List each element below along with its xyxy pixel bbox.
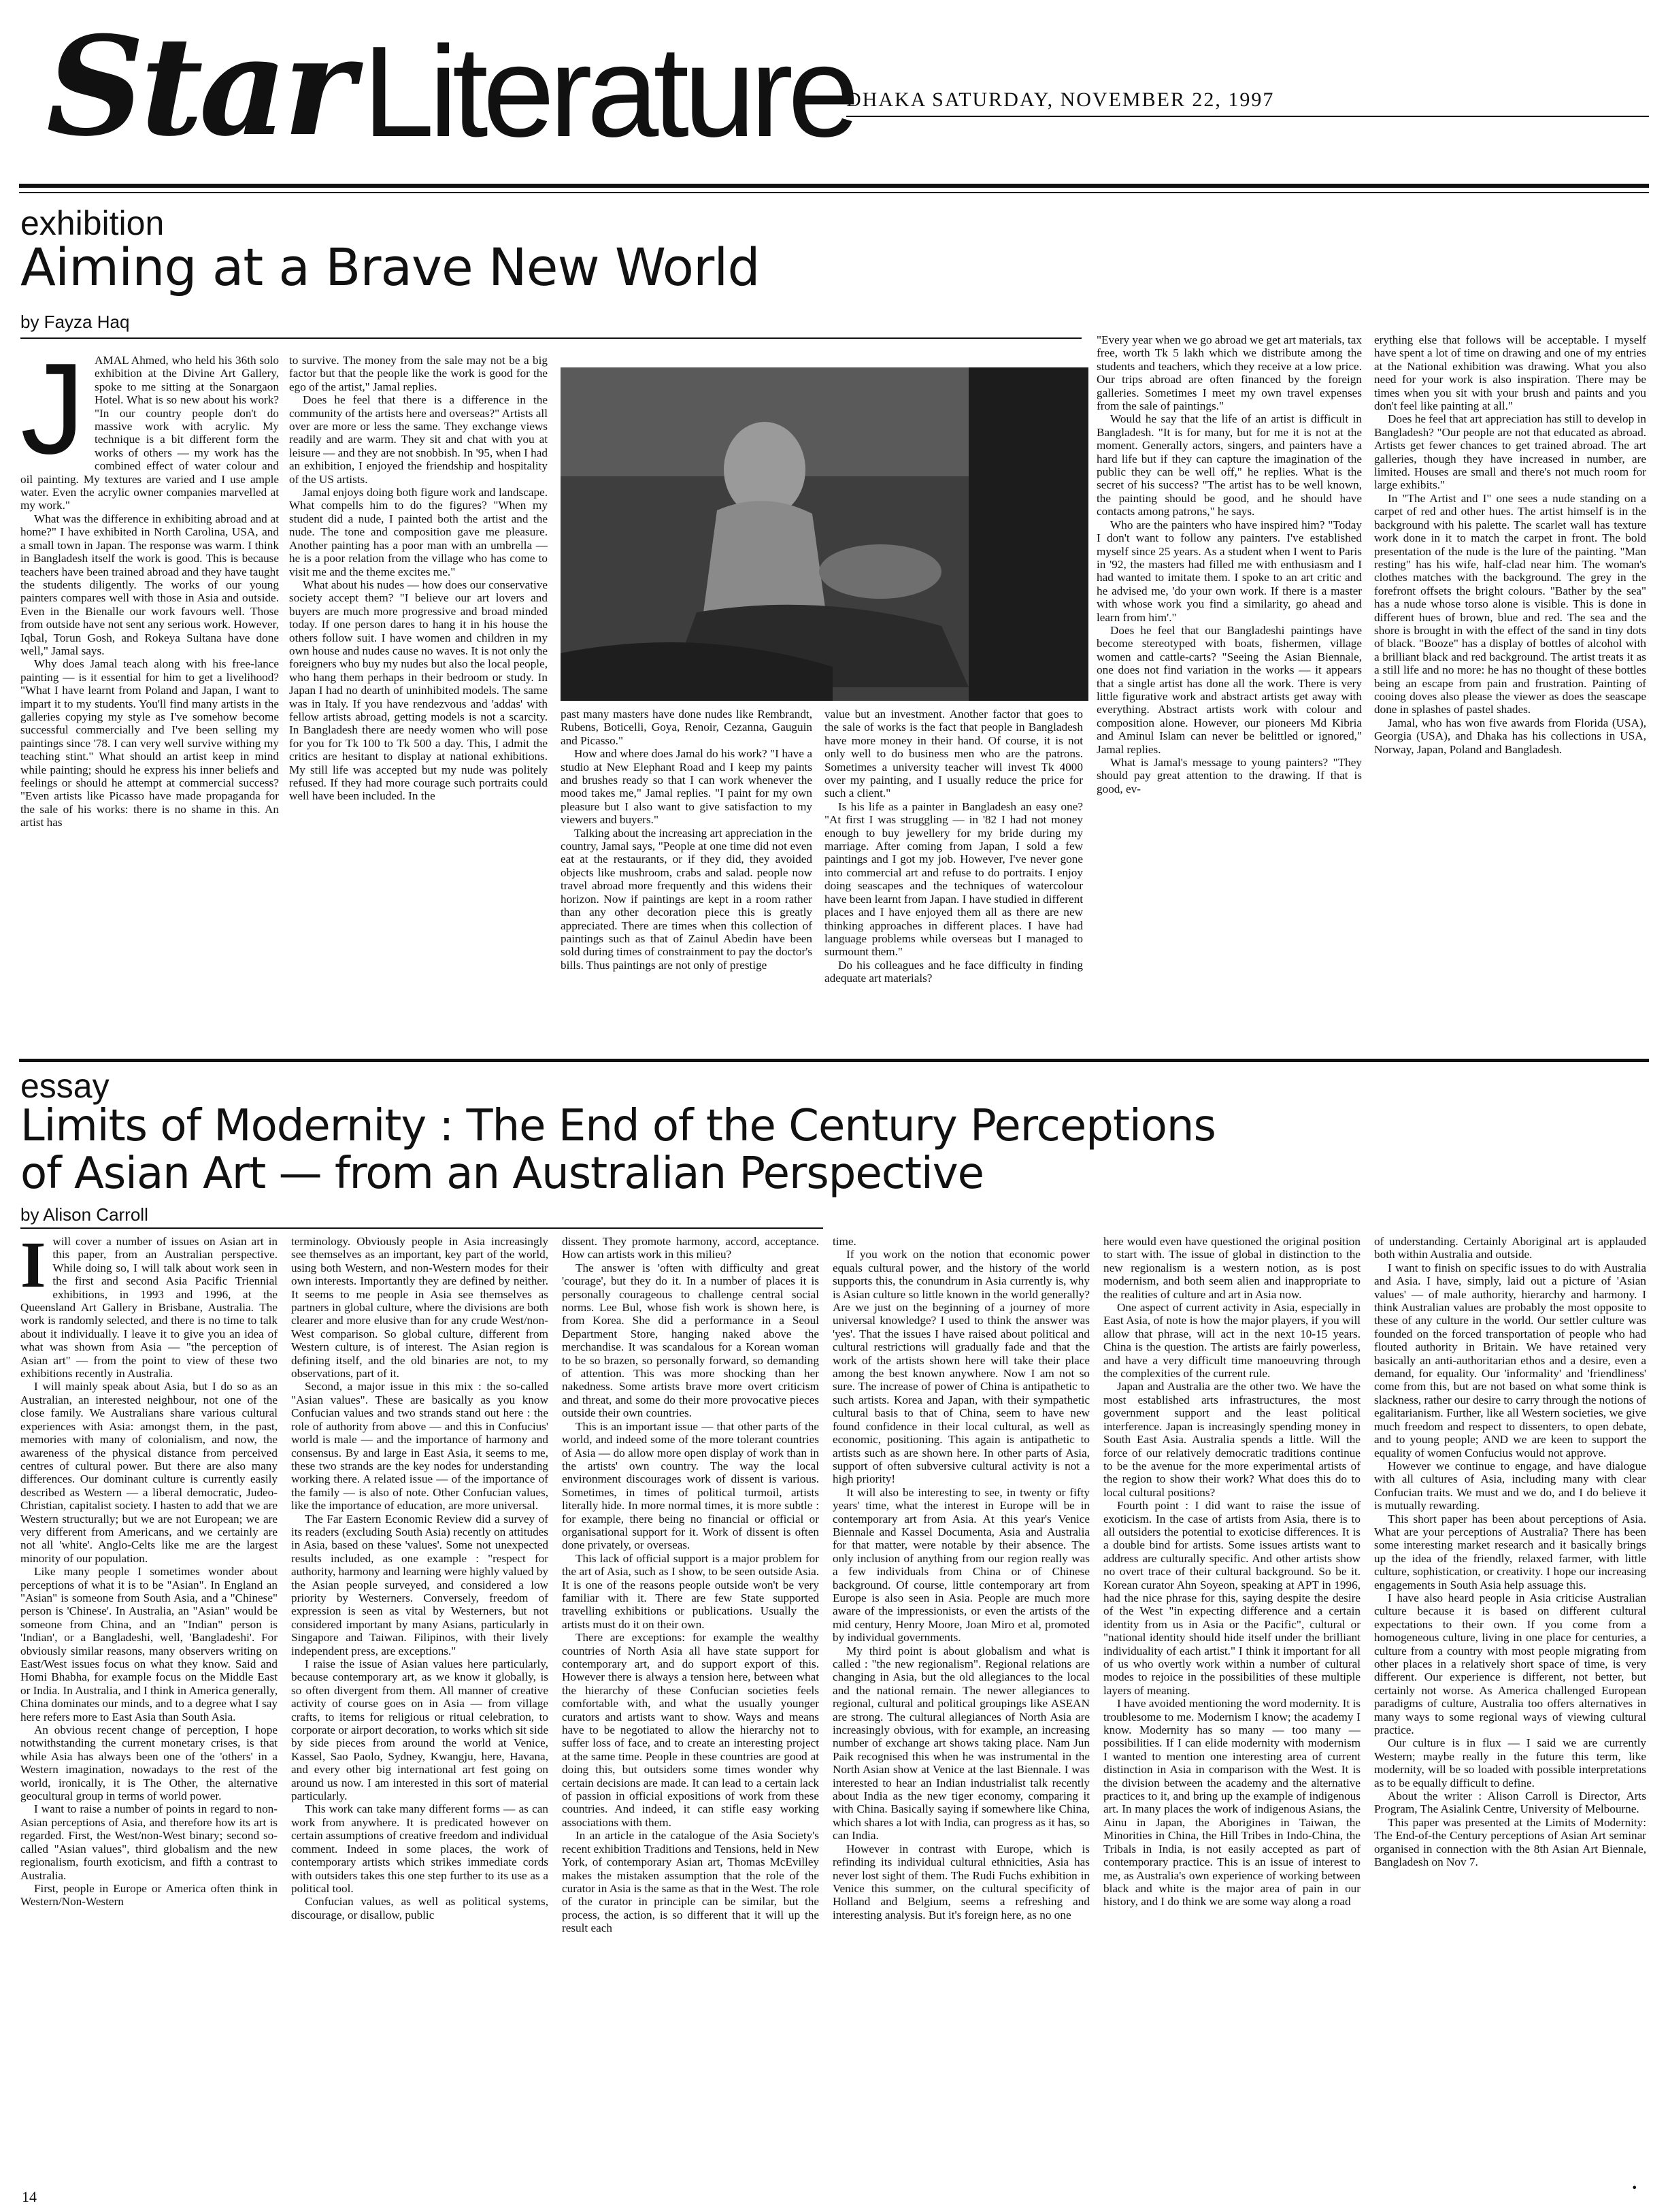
article2-column-1 [20, 1235, 278, 2184]
paragraph: My third point is about globalism and what is called : "the new regionalism". Regional relations are changing in Asia, but the old allegiances to the local and the national remain. The newer allegiances to regional, cultural and political groupings like ASEAN are strong. The cultural allegiances of North Asia are increasingly obvious, with for example, an increasing number of exchange art shows taking place. Nam Jun Paik recognised this when he was instrumental in the North Asian show at Venice at the last Biennale. I was interested to hear an Indian industrialist talk recently about India as the new tiger economy, comparing it with China. Basically saying if somewhere like China, which shares a lot with India, can progress as it has, so can India. [833, 1644, 1090, 1843]
article1-column-1 [20, 354, 279, 1055]
painting-photo [561, 367, 1088, 701]
paragraph: Second, a major issue in this mix : the so-called "Asian values". These are basically as you know Confucian values and two strands stand out here : the role of authority from above — and this in Confucius' world is male — and the importance of harmony and consensus. By and large in East Asia, it seems to me, these two strands are the key nodes for understanding working there. A related issue — of the importance of the family — is also of note. Other Confucian values, like the importance of education, are more universal. [291, 1380, 548, 1513]
paragraph: This paper was presented at the Limits of Modernity: The End-of-the Century perceptions of Asian Art seminar organised in connection with the 8th Asian Art Biennale, Bangladesh on Nov 7. [1374, 1815, 1646, 1869]
paragraph: I have avoided mentioning the word modernity. It is troublesome to me. Modernism I know; the academy I know. Modernity has so many — too many — possibilities. If I can elide modernity with modernism I wanted to mention one interesting area of current distinction in Asia in comparison with the West. It is the division between the academy and the alternative practices to it, and bring up the example of indigenous art. In many places the work of indigenous Asians, the Ainu in Japan, the Aborigines in Taiwan, the Minorities in China, the Hill Tribes in Indo-China, the Tribals in India, is not easily accepted as part of contemporary practice. This is an issue of interest to me, as Australia's own experience of working between black and white is the major area of pain in our history, and I do think we are some way along a road [1103, 1697, 1361, 1909]
article2-column-5 [1103, 1235, 1361, 2184]
paragraph: This lack of official support is a major problem for the art of Asia, such as I show, to be seen outside Asia. It is one of the reasons people outside won't be very familiar with it. There are few State supported travelling exhibitions or publications. Usually the artists must do it on their own. [562, 1551, 819, 1631]
paragraph: About the writer : Alison Carroll is Director, Arts Program, The Asialink Centre, University of Melbourne. [1374, 1789, 1646, 1816]
paragraph: Does he feel that art appreciation has still to develop in Bangladesh? "Our people are not that educated as abroad. Artists get fewer chances to get trained abroad. The art galleries, though they have increased in number, are limited. Houses are small and there's not much room for large exhibits." [1374, 412, 1646, 492]
article1-byline-rule [20, 337, 1082, 339]
article1-headline: Aiming at a Brave New World [20, 237, 760, 297]
paragraph: I will mainly speak about Asia, but I do so as an Australian, an interested neighbour, not one of the close family. We Australians share various cultural experiences with Asia: amongst them, in the past, memories with many of colonialism, and now, the awareness of the physical distance from perceived centres of cultural power. But there are also many differences. Our dominant culture is currently easily described as Western — a liberal democratic, Judeo-Christian, capitalist society. I hasten to add that we are Western structurally; but we are not European; we are very different from Americans, and we certainly are not all 'white'. Anglo-Celts like me are the largest minority of our population. [20, 1380, 278, 1565]
paragraph: I want to finish on specific issues to do with Australia and Asia. I have, simply, laid out a picture of 'Asian values' — of male authority, hierarchy and harmony. I think Australian values are probably the most opposite to these of any culture in the world. Our settler culture was founded on the forced transportation of people who had flouted authority in Britain. We have retained very basically an anti-authoritarian ethos and a desire, even a demand, for equality. Our 'informality' and 'friendliness' come from this, but are not based on what some think is slackness, rather our desire to carry through the notions of egalitarianism. Further, like all Western societies, we give much freedom and respect to dissenters, to open debate, and to young people; AND we are keen to support the equality of women Confucius would not approve. [1374, 1261, 1646, 1459]
dateline-rule [846, 116, 1649, 117]
paragraph: Who are the painters who have inspired him? "Today I don't want to follow any painters. I've established myself since 25 years. As a student when I went to Paris in '92, the masters had filled me with enthusiasm and I had wanted to imitate them. I spoke to an art critic and he advised me, 'do your own work. If there is a master with whose work you find a similarity, go ahead and learn from him'." [1097, 518, 1362, 624]
article2-column-3-text [562, 1235, 819, 1935]
paragraph: Talking about the increasing art appreciation in the country, Jamal says, "People at one time did not even eat at the restaurants, or if they did, they avoided objects like mushroom, crabs and salad. people now travel abroad more frequently and this widens their horizon. Now if paintings are kept in a room rather than any other decoration piece this is greatly appreciated. There are times when this collection of paintings such as that of Zainul Abedin have been sold during times of constrainment to pay the doctor's bills. Thus paintings are not only of prestige [561, 826, 812, 972]
paragraph: Confucian values, as well as political systems, discourage, or disallow, public [291, 1895, 548, 1921]
masthead [19, 7, 1649, 188]
article1-column-4-text [824, 708, 1083, 985]
star-logo: Star [46, 7, 351, 167]
end-mark: • [1631, 2181, 1638, 2194]
section-divider [19, 1059, 1649, 1062]
paragraph: This short paper has been about perceptions of Asia. What are your perceptions of Australia? There has been some interesting market research and it basically brings up the idea of the friendly, relaxed farmer, with little culture, sophistication, or creativity. I hope our increasing engagements in South Asia help assuage this. [1374, 1512, 1646, 1591]
article1-column-3 [561, 708, 812, 1055]
paragraph: Like many people I sometimes wonder about perceptions of what it is to be "Asian". In England an "Asian" is someone from South Asia, and a "Chinese" person is 'Chinese'. In Australia, an "Asian" would be someone from China, and an "Indian" person is 'Indian', or a Bangladeshi, well, 'Bangladeshi'. For obviously similar reasons, many observers writing on East/West issues focus on what they know. Said and Homi Bhabha, for example focus on the Middle East or India. In Australia, and I think in America generally, China dominates our minds, and to a degree what I say here refers more to East Asia than South Asia. [20, 1565, 278, 1723]
paragraph: Fourth point : I did want to raise the issue of exoticism. In the case of artists from Asia, there is to all outsiders the potential to exoticise differences. It is a double bind for artists. Some issues artists want to address are culturally specific. And other artists show no overt trace of their cultural background. So be it. Korean curator Ahn Soyeon, speaking at APT in 1996, had the nice phrase for this, saying despite the desire of the West "in expecting difference and a certain identity from us in Asia or the Pacific", cultural or "national identity should hide itself under the brilliant individuality of each artist." I think it important for all of us who overtly work within a number of cultural modes to rejoice in the possibilities of these multiple layers of meaning. [1103, 1499, 1361, 1697]
paragraph: terminology. Obviously people in Asia increasingly see themselves as an important, key part of the world, using both Western, and non-Western modes for their own interests. Importantly they are defined by neither. It seems to me people in Asia see themselves as partners in global culture, where the divisions are both clearer and more elusive than for any crude West/non-West comparison. So global culture, different from Western culture, is of interest. The Asian region is defining itself, and the old binaries are not, to my observations, part of it. [291, 1235, 548, 1381]
paragraph: Would he say that the life of an artist is difficult in Bangladesh. "It is for many, but for me it is not at the moment. Generally actors, singers, and painters have a hard life but if they can capture the imagination of the public they can be well off," he replies. What is the secret of his success? "The artist has to be well known, the painting should be good, and he should have contacts among patrons," he says. [1097, 412, 1362, 518]
paragraph: erything else that follows will be acceptable. I myself have spent a lot of time on drawing and one of my entries at the National exhibition was drawing. What you also need for your work is also inspiration. There may be times when you sit with your brush and paints and you don't feel like painting at all." [1374, 333, 1646, 413]
article1-dropcap: J [20, 354, 85, 481]
masthead-rule [19, 192, 1649, 193]
paragraph: Is his life as a painter in Bangladesh an easy one? "At first I was struggling — in '82 I had not money enough to buy jewellery for my bride during my marriage. After coming from Japan, I sold a few paintings and I got my job. However, I've never gone into commercial art and refuse to do portraits. I enjoy doing seascapes and the techniques of watercolour have been learnt from Japan. I have studied in different places and I have enjoyed them all as there are new thinking approaches in different places. I have had language problems while overseas but I managed to surmount them." [824, 799, 1083, 959]
paragraph: past many masters have done nudes like Rembrandt, Rubens, Boticelli, Goya, Renoir, Cezanna, Gauguin and Picasso." [561, 708, 812, 747]
article2-column-2 [291, 1235, 548, 2184]
article1-column-5 [1097, 333, 1362, 1055]
article1-column-2 [289, 354, 548, 1055]
paragraph: It will also be interesting to see, in twenty or fifty years' time, what the interest in Europe will be in contemporary art from Asia. At this year's Venice Biennale and Kassel Documenta, Asia and Australia for that matter, were notable by their absence. The only inclusion of anything from our region really was a few individuals from China or of Chinese background. Of course, little contemporary art from Europe is also seen in Asia. People are much more aware of the impressionists, or even the artists of the mid century, Henry Moore, Joan Miro et al, promoted by individual governments. [833, 1485, 1090, 1645]
paragraph: value but an investment. Another factor that goes to the sale of works is the fact that people in Bangladesh have more money in their hand. Of course, it is not only well to do business men who are the patrons. Sometimes a university teacher will invest Tk 4000 over my painting, and I usually reduce the price for such a client." [824, 708, 1083, 800]
article2-dropcap: I [20, 1235, 46, 1301]
paragraph: of understanding. Certainly Aboriginal art is applauded both within Australia and outside. [1374, 1235, 1646, 1261]
article2-column-2-text [291, 1235, 548, 1921]
paragraph: The Far Eastern Economic Review did a survey of its readers (excluding South Asia) recently on attitudes in Asia, based on these 'values'. Some not unexpected results included, as one example : "respect for authority, harmony and learning were highly valued by the Asian people surveyed, and considered a low priority by Westerners. Conversely, freedom of expression is seen as vital by Westerners, but not considered important by many Asians, particularly in Singapore and Taiwan. Filipinos, with their lively independent press, are exceptions." [291, 1512, 548, 1657]
article2-byline-rule [20, 1227, 823, 1229]
paragraph: Our culture is in flux — I said we are currently Western; maybe really in the future this term, like modernity, will be so loaded with possible interpretations as to be equally difficult to define. [1374, 1736, 1646, 1789]
paragraph: In an article in the catalogue of the Asia Society's recent exhibition Traditions and Tensions, held in New York, of contemporary Asian art, Thomas McEvilley makes the mistaken assumption that the role of the curator in Asia is the same as that in the West. The role of the curator in principle can be similar, but the process, the action, is so different that it will up the result each [562, 1829, 819, 1935]
paragraph: will cover a number of issues on Asian art in this paper, from an Australian perspective. While doing so, I will talk about work seen in the first and second Asia Pacific Triennial exhibitions, in 1993 and 1996, at the Queensland Art Gallery in Brisbane, Australia. The work is randomly selected, and there is no time to talk about it individually. I leave it to give you an idea of what was shown from Asia — "the perception of Asian art" — from the point to view of these two exhibitions recently in Australia. [20, 1235, 278, 1381]
paragraph: What about his nudes — how does our conservative society accept them? "I believe our art lovers and buyers are much more progressive and broad minded today. If one person dares to hang it in his house the others follow suit. I have women and children in my own house and nudes cause no waves. It is not only the foreigners who buy my nudes but also the local people, who hang them perhaps in their bedroom or study. In Japan I had no dearth of uninhibited models. The same was in Italy. If you have rendezvous and 'addas' with fellow artists abroad, getting models is not a scarcity. In Bangladesh there are needy women who will pose for you for Tk 100 to Tk 500 a day. This, I admit the critics are hesitant to display at national exhibitions. My still life was accepted but my nude was politely refused. If they had more courage such portraits could well have been included. In the [289, 578, 548, 803]
paragraph: dissent. They promote harmony, accord, acceptance. How can artists work in this milieu? [562, 1235, 819, 1261]
article1-column-4 [824, 708, 1083, 1055]
paragraph: Jamal enjoys doing both figure work and landscape. What compells him to do the figures? "When my student did a nude, I painted both the artist and the nude. The tone and composition gave me pleasure. Another painting has a poor man with an umbrella — he is a poor relation from the village who has come to visit me and the theme excites me." [289, 486, 548, 578]
article2-byline: by Alison Carroll [20, 1204, 148, 1225]
article1-byline: by Fayza Haq [20, 312, 130, 332]
paragraph: to survive. The money from the sale may not be a big factor but that the people like the work is good for the ego of the artist," Jamal replies. [289, 354, 548, 393]
paragraph: How and where does Jamal do his work? "I have a studio at New Elephant Road and I keep my paints and brushes ready so that I can work whenever the mood takes me," Jamal replies. "I paint for my own pleasure but I also want to give satisfaction to my viewers and buyers." [561, 747, 812, 827]
paragraph: What was the difference in exhibiting abroad and at home?" I have exhibited in North Carolina, USA, and a small town in Japan. The response was warm. I think in Bangladesh itself the work is good. This is because teachers have been trained abroad and they have taught the students diligently. The works of our young painters compares well with those in Asia and outside. Even in the Bienalle our work favours well. Those from outside have not sent any serious work. However, Iqbal, Torun Gosh, and Rokeya Sultana have done well," Jamal says. [20, 512, 279, 657]
article1-column-6-text [1374, 333, 1646, 756]
painting-image [561, 367, 1088, 701]
paragraph: Do his colleagues and he face difficulty in finding adequate art materials? [824, 958, 1083, 985]
article2-kicker: essay [20, 1067, 110, 1105]
article2-column-4 [833, 1235, 1090, 2184]
paragraph: The answer is 'often with difficulty and great 'courage', but they do it. In a number of places it is personally courageous to challenge central social norms. Lee Bul, whose fish work is shown here, is from Korea. She did a performance in a Seoul Department Store, hanging naked above the merchandise. It was scandalous for a Korean woman to be so brazen, so personally forward, so demanding of attention. This was more shocking than her nakedness. Some artists brave more overt criticism and threat, and some do their more provocative pieces outside their own countries. [562, 1261, 819, 1420]
paragraph: This is an important issue — that other parts of the world, and indeed some of the more tolerant countries of Asia — do allow more open display of work than in the artists' own country. The way the local environment discourages work of dissent is various. Sometimes, in times of political turmoil, artists literally hide. In more normal times, it is more subtle : for example, there being no financial or official or organisational support for it. Work of dissent is often done privately, or overseas. [562, 1419, 819, 1552]
paragraph: However we continue to engage, and have dialogue with all cultures of Asia, including many with clear Confucian traits. We must and we do, and I do believe it is mutually rewarding. [1374, 1459, 1646, 1513]
paragraph: I have also heard people in Asia criticise Australian culture because it is based on different cultural expectations to their own. If you come from a homogeneous culture, living in one place for centuries, a culture from a country with most people migrating from other places in a relatively short space of time, is very different. Our experience is different, not better, but certainly not worse. As America challenged European paradigms of culture, Australia too offers alternatives in many ways to some regional ways of viewing cultural practice. [1374, 1591, 1646, 1737]
section-name: Literature [363, 20, 854, 164]
article1-column-2-text [289, 354, 548, 803]
page-number: 14 [22, 2188, 37, 2205]
paragraph: However in contrast with Europe, which is refinding its individual cultural ethnicities, Asia has never lost sight of them. The Rudi Fuchs exhibition in Venice this summer, on the cultural specificity of Holland and Belgium, seems a refreshing and interesting analysis. But it's foreign here, as no one [833, 1842, 1090, 1921]
paragraph: One aspect of current activity in Asia, especially in East Asia, of note is how the major players, if you will allow that phrase, will act in the next 10-15 years. China is the question. The artists are fairly powerless, and have a very difficult time manoeuvring through the complexities of the current rule. [1103, 1301, 1361, 1381]
paragraph: time. [833, 1235, 856, 1248]
paragraph: I raise the issue of Asian values here particularly, because contemporary art, as we know it globally, is so often divergent from them. All manner of creative activity of course goes on in Asia — from village crafts, to items for religious or ritual celebration, to corporate or airport decoration, to works which sit side by side pieces from around the world at Venice, Kassel, Sao Paolo, Sydney, Kwangju, here, Havana, and every other big international art fest going on around us now. I am interested in this sort of material particularly. [291, 1657, 548, 1803]
paragraph: This work can take many different forms — as can work from anywhere. It is predicated however on certain assumptions of creative freedom and individual comment. Indeed in some places, the work of contemporary artists which strikes immediate cords with outsiders takes this one step further to its use as a political tool. [291, 1802, 548, 1895]
article2-column-1-text [20, 1235, 278, 1909]
paragraph: Does he feel that our Bangladeshi paintings have become stereotyped with boats, fishermen, village women and cattle-carts? "Seeing the Asian Biennale, one does not find variation in the works — it appears that a single artist has done all the work. There is very little figurative work and abstract artists get away with everything. Abstract artists work with colour and composition alone. However, our pioneers Md Kibria and Aminul Islam can never be belittled or ignored," Jamal replies. [1097, 623, 1362, 756]
paragraph: In "The Artist and I" one sees a nude standing on a carpet of red and other hues. The artist himself is in the background with his palette. The scarlet wall has texture work done in it to match the carpet in front. The bold presentation of the nude is the lure of the painting. "Man resting" has his wife, half-clad near him. The woman's clothes matches with the background. The grey in the forefront offsets the bright colours. "Bather by the sea" has a nude whose torso alone is visible. This is done in different hues of brown, blue and red. The sea and the shore is brought in with the effect of the sand in tiny dots of black. "Booze" has a display of bottles of alcohol with a brilliant black and red background. The artist treats it as a still life and no more: he has no thought of these bottles being an escape from pain and frustration. Painting of cooing doves also please the viewer as does the seascape done in splashes of pastel shades. [1374, 491, 1646, 716]
paragraph: AMAL Ahmed, who held his 36th solo exhibition at the Divine Art Gallery, spoke to me sitting at the Sonargaon Hotel. What is so new about his work? "In our country people don't do massive work with acrylic. My technique is a bit different form the works of others — my work has the combined effect of water colour and oil painting. My textures are varied and I use ample water. Even the acrylic owner companies marvelled at my work." [20, 354, 279, 512]
article2-headline-line2: of Asian Art — from an Australian Perspective [20, 1149, 984, 1199]
paragraph: What is Jamal's message to young painters? "They should pay great attention to the drawing. If that is good, ev- [1097, 756, 1362, 795]
article1-column-5-text [1097, 333, 1362, 795]
dateline: DHAKA SATURDAY, NOVEMBER 22, 1997 [846, 88, 1275, 111]
paragraph: "Every year when we go abroad we get art materials, tax free, worth Tk 5 lakh which we distribute among the students and teachers, which they receive at a low price. Our trips abroad are often financed by the foreign galleries. Sometimes I meet my own travel expenses from the sale of paintings." [1097, 333, 1362, 413]
article2-column-4-text [833, 1235, 1090, 1921]
paragraph: Japan and Australia are the other two. We have the most established arts infrastructures, the most government support and the least political interference. Japan is increasingly spending money in South East Asia. Australia spends a little. Will the force of our relatively democratic traditions continue to be the avenue for the more experimental artists of the region to show their work? What does this do to local cultural positions? [1103, 1380, 1361, 1499]
paragraph: Why does Jamal teach along with his free-lance painting — is it essential for him to get a livelihood? "What I have learnt from Poland and Japan, I want to impart it to my students. You'll find many artists in the galleries copying my style as I've somehow become successful commercially and I've been selling my paintings since '78. I can very well survive withing my teaching stint." What should an artist keep in mind while painting; should he express his inner beliefs and feelings or should he attempt at commercial success? "Even artists like Picasso have made propaganda for the sale of his works: there is no shame in this. An artist has [20, 657, 279, 829]
paragraph: If you work on the notion that economic power equals cultural power, and the history of the world supports this, the conundrum in Asia currently is, why is Asian culture so little known in the world generally? Are we just on the beginning of a journey of more universal knowledge? I used to think the answer was 'yes'. That the issues I have raised about political and cultural restrictions will gradually fade and that the work of the artists shown here will take their place among the best known anywhere. Now I am not so sure. The increase of power of China is antipathetic to such artists. Korea and Japan, with their sympathetic cultural basis to that of China, seem to have new found confidence in their local cultural, as well as economic, positioning. This again is antipathetic to artists such as are shown here. In other parts of Asia, support of often subversive cultural activity is not a high priority! [833, 1248, 1090, 1486]
paragraph: Jamal, who has won five awards from Florida (USA), Georgia (USA), and Dhaka has his collections in USA, Norway, Japan, Poland and Bangladesh. [1374, 716, 1646, 756]
paragraph: There are exceptions: for example the wealthy countries of North Asia all have state support for contemporary art, and do support export of this. However there is always a tension here, between what the hierarchy of these Confucian societies feels comfortable with, and what the usually younger curators and artists want to show. Ways and means have to be negotiated to allow the hierarchy not to suffer loss of face, and to create an interesting project at the same time. People in these countries are good at doing this, but outsiders some times wonder why certain decisions are made. It can lead to a certain lack of passion in official expositions of work from these countries. And indeed, it can stifle easy working associations with them. [562, 1631, 819, 1829]
article1-kicker: exhibition [20, 204, 165, 242]
article1-column-3-text [561, 708, 812, 972]
paragraph: An obvious recent change of perception, I hope notwithstanding the current monetary crises, is that while Asia has always been one of the 'others' in a Western imagination, nowadays to the rest of the world, ironically, it is The Other, the alternative geocultural group in terms of world power. [20, 1723, 278, 1803]
article2-column-5-text [1103, 1235, 1361, 1909]
article2-column-6 [1374, 1235, 1646, 2184]
article1-column-6 [1374, 333, 1646, 1055]
article2-headline-line1: Limits of Modernity : The End of the Century Perceptions [20, 1101, 1216, 1151]
paragraph: First, people in Europe or America often think in Western/Non-Western [20, 1881, 278, 1909]
paragraph: Does he feel that there is a difference in the community of the artists here and overseas?" Artists all over are more or less the same. They exchange views readily and are warm. They sit and chat with you at leisure — and they are not snobbish. In '95, when I had an exhibition, I enjoyed the friendship and hospitality of the US artists. [289, 393, 548, 486]
article2-column-6-text [1374, 1235, 1646, 1869]
paragraph: here would even have questioned the original position to start with. The issue of global in distinction to the new regionalism is a western notion, as is post modernism, and both seem alien and inappropriate to the realities of culture and art in Asia now. [1103, 1235, 1361, 1301]
article2-column-3 [562, 1235, 819, 2184]
paragraph: I want to raise a number of points in regard to non-Asian perceptions of Asia, and therefore how its art is regarded. First, the West/non-West binary; second so-called "Asian values", third globalism and the new regionalism, fourth exoticism, and fifth a contrast to Australia. [20, 1802, 278, 1882]
